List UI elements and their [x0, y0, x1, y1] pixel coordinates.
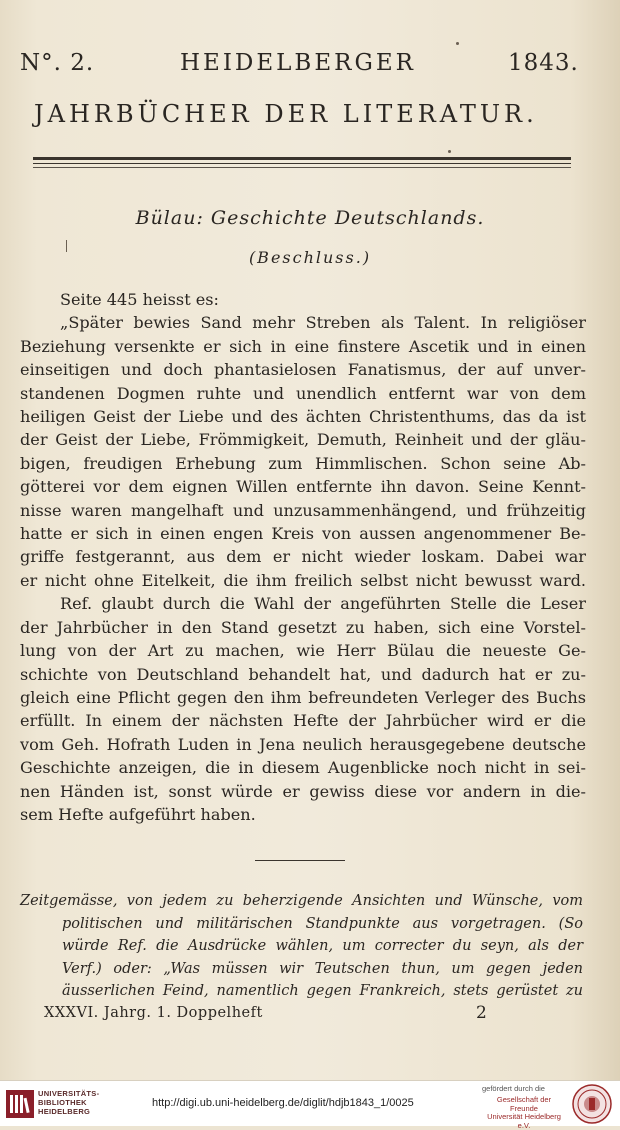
body-line: Seite 445 heisst es:: [60, 290, 219, 309]
signature-number: 2: [476, 1003, 487, 1023]
header-rule-thick: [33, 157, 571, 160]
header-rule-thin: [33, 163, 571, 164]
article-subtitle: (Beschluss.): [248, 248, 372, 267]
body-line: Geschichte anzeigen, die in diesem Augenblicke noch nicht in sei-: [20, 758, 586, 778]
section-separator: [255, 860, 345, 861]
body-line: der Jahrbücher in den Stand gesetzt zu haben, sich eine Vorstel-: [20, 617, 586, 637]
body-line: lung von der Art zu machen, wie Herr Bülau die neueste Ge-: [20, 641, 586, 661]
journal-year: 1843.: [508, 50, 579, 76]
library-logo-icon: [6, 1090, 34, 1118]
permalink-url[interactable]: http://digi.ub.uni-heidelberg.de/diglit/hdjb1843_1/0025: [152, 1097, 414, 1109]
footnote-line: Verf.) oder: „Was müssen wir Teutschen thun, um gegen jeden: [62, 960, 583, 977]
library-name-line: HEIDELBERG: [38, 1107, 91, 1116]
issue-number: N°. 2.: [20, 50, 95, 76]
body-line: erfüllt. In einem der nächsten Hefte der Jahrbücher wird er die: [20, 711, 586, 731]
footnote-line: Zeitgemässe, von jedem zu beherzigende Ansichten und Wünsche, vom: [20, 893, 583, 909]
body-line: bigen, freudigen Erhebung zum Himmlischen. Schon seine Ab-: [20, 453, 586, 473]
footnote-line: politischen und militärischen Standpunkte aus vorgetragen. (So: [62, 915, 583, 932]
body-line: heiligen Geist der Liebe und des ächten Christenthums, das da ist: [20, 407, 586, 427]
journal-title: HEIDELBERGER: [180, 50, 416, 76]
body-line: hatte er sich in einen engen Kreis von aussen angenommener Be-: [20, 524, 586, 544]
library-name-line: BIBLIOTHEK: [38, 1098, 87, 1107]
footnote-line: würde Ref. die Ausdrücke wählen, um correcter du seyn, als der: [62, 938, 583, 954]
footnote-block: [20, 890, 583, 1003]
body-line: vom Geh. Hofrath Luden in Jena neulich herausgegebene deutsche: [20, 734, 586, 754]
body-line: Beziehung versenkte er sich in eine finstere Ascetik und in einen: [20, 336, 586, 356]
journal-subtitle: JAHRBÜCHER DER LITERATUR.: [34, 100, 538, 128]
body-line: schichte von Deutschland behandelt hat, und dadurch hat er zu-: [20, 664, 586, 684]
body-line: gleich eine Pflicht gegen den ihm befreundeten Verleger des Buchs: [20, 687, 586, 707]
body-line: nisse waren mangelhaft und unzusammenhängend, und frühzeitig: [20, 500, 586, 520]
body-line: „Später bewies Sand mehr Streben als Talent. In religiöser: [60, 313, 586, 333]
body-line: Ref. glaubt durch die Wahl der angeführten Stelle die Leser: [60, 594, 586, 614]
header-rule-thin-2: [33, 167, 571, 168]
article-body: [20, 288, 586, 826]
body-line: nen Händen ist, sonst würde er gewiss diese vor andern in die-: [20, 781, 586, 801]
library-name-line: UNIVERSITÄTS-: [38, 1089, 100, 1098]
body-line: einseitigen und doch phantasielosen Fanatismus, der auf unver-: [20, 360, 586, 380]
library-name: [38, 1089, 99, 1116]
signature-mark: XXXVI. Jahrg. 1. Doppelheft: [44, 1005, 263, 1021]
article-title: Bülau: Geschichte Deutschlands.: [135, 207, 485, 229]
body-line: götterei vor dem eignen Willen entfernte ihn davon. Seine Kennt-: [20, 477, 586, 497]
scan-speck: [456, 42, 459, 45]
body-line: der Geist der Liebe, Frömmigkeit, Demuth, Reinheit und der gläu-: [20, 430, 586, 450]
body-line: er nicht ohne Eitelkeit, die ihm freilich selbst nicht bewusst ward.: [20, 570, 586, 590]
body-line: griffe festgerannt, aus dem er nicht wieder loskam. Dabei war: [20, 547, 586, 567]
body-line: sem Hefte aufgeführt haben.: [20, 804, 256, 824]
sponsor-name-line: Gesellschaft der Freunde: [496, 1095, 552, 1113]
scan-speck: [66, 240, 67, 252]
library-footer-bar: [0, 1080, 620, 1130]
footnote-line: äusserlichen Feind, namentlich gegen Frankreich, stets gerüstet zu: [62, 983, 583, 999]
supported-by-label: gefördert durch die: [482, 1084, 545, 1093]
sponsor-name-line: Universität Heidelberg e.V.: [487, 1112, 561, 1130]
university-seal-icon: [572, 1084, 612, 1124]
scan-speck: [448, 150, 451, 153]
body-line: standenen Dogmen ruhte und unendlich entfernt war von dem: [20, 383, 586, 403]
